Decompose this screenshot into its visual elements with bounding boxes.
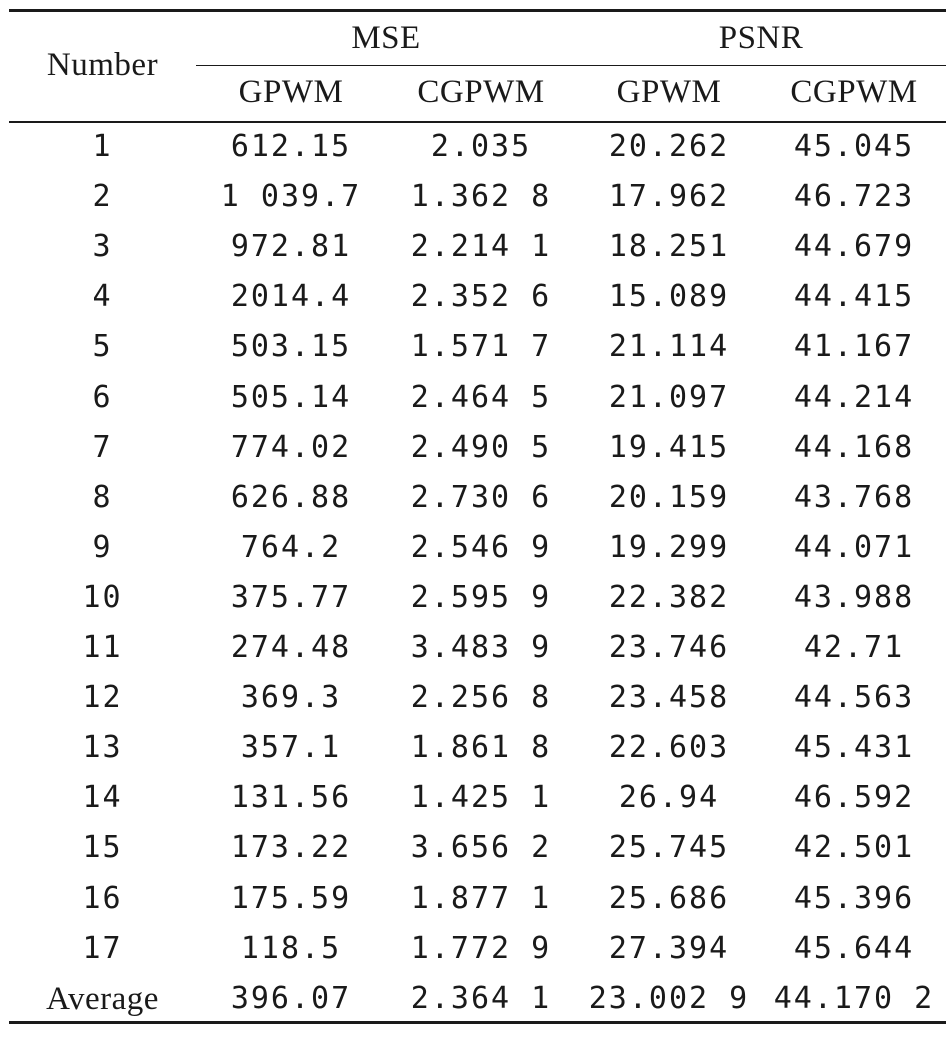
cell-number: 5: [92, 329, 113, 364]
cell-psnr-gpwm: 19.299: [608, 530, 730, 565]
cell-number: 10: [82, 580, 123, 615]
cell-mse-cgpwm: 1.362 8: [410, 179, 552, 214]
cell-psnr-cgpwm: 44.214: [793, 380, 915, 415]
cell-number: 2: [92, 179, 113, 214]
cell-psnr-cgpwm: 44.071: [793, 530, 915, 565]
cell-number: 1: [92, 129, 113, 164]
cell-psnr-gpwm: 20.262: [608, 129, 730, 164]
cell-psnr-cgpwm: 44.679: [793, 229, 915, 264]
cell-mse-gpwm: 2014.4: [230, 279, 352, 314]
header-mse-gpwm: GPWM: [238, 74, 344, 110]
cell-mse-cgpwm: 2.035: [430, 129, 532, 164]
cell-psnr-cgpwm: 43.768: [793, 480, 915, 515]
cell-number: 3: [92, 229, 113, 264]
cell-mse-cgpwm: 3.483 9: [410, 630, 552, 665]
cell-number: 14: [82, 780, 123, 815]
cell-psnr-cgpwm: 45.644: [793, 931, 915, 966]
header-number: Number: [46, 47, 159, 83]
cell-mse-cgpwm: 1.877 1: [410, 881, 552, 916]
cell-mse-gpwm: 612.15: [230, 129, 352, 164]
cell-mse-gpwm: 173.22: [230, 830, 352, 865]
cell-mse-gpwm: 764.2: [240, 530, 342, 565]
cell-number: 13: [82, 730, 123, 765]
cell-psnr-gpwm: 25.745: [608, 830, 730, 865]
cell-mse-cgpwm: 2.730 6: [410, 480, 552, 515]
cell-psnr-cgpwm: 41.167: [793, 329, 915, 364]
cell-mse-gpwm: 626.88: [230, 480, 352, 515]
cell-psnr-gpwm: 21.097: [608, 380, 730, 415]
cell-number: 8: [92, 480, 113, 515]
cell-number: 11: [82, 630, 123, 665]
cell-number: 16: [82, 881, 123, 916]
table-top-rule: [9, 9, 946, 12]
cell-psnr-cgpwm: 42.71: [803, 630, 905, 665]
cell-mse-gpwm: 375.77: [230, 580, 352, 615]
cell-psnr-cgpwm: 46.592: [793, 780, 915, 815]
cell-mse-gpwm: 774.02: [230, 430, 352, 465]
cell-mse-cgpwm: 1.425 1: [410, 780, 552, 815]
cell-psnr-gpwm: 21.114: [608, 329, 730, 364]
cell-psnr-cgpwm: 44.170 2: [773, 981, 935, 1016]
cell-psnr-gpwm: 25.686: [608, 881, 730, 916]
cell-psnr-gpwm: 22.382: [608, 580, 730, 615]
cell-mse-cgpwm: 2.595 9: [410, 580, 552, 615]
cell-number: 12: [82, 680, 123, 715]
cell-mse-gpwm: 369.3: [240, 680, 342, 715]
header-group-psnr: PSNR: [718, 20, 804, 56]
cell-psnr-gpwm: 23.002 9: [588, 981, 750, 1016]
cell-mse-cgpwm: 2.352 6: [410, 279, 552, 314]
cell-mse-gpwm: 118.5: [240, 931, 342, 966]
cell-mse-gpwm: 972.81: [230, 229, 352, 264]
cell-mse-gpwm: 357.1: [240, 730, 342, 765]
cell-mse-gpwm: 503.15: [230, 329, 352, 364]
cell-number: 9: [92, 530, 113, 565]
cell-mse-cgpwm: 3.656 2: [410, 830, 552, 865]
cell-psnr-cgpwm: 44.563: [793, 680, 915, 715]
cell-psnr-gpwm: 26.94: [618, 780, 720, 815]
cell-mse-gpwm: 396.07: [230, 981, 352, 1016]
header-bottom-rule: [9, 121, 946, 123]
cell-psnr-cgpwm: 43.988: [793, 580, 915, 615]
cell-psnr-gpwm: 18.251: [608, 229, 730, 264]
group-header-rule: [196, 65, 946, 66]
cell-psnr-gpwm: 23.458: [608, 680, 730, 715]
cell-psnr-cgpwm: 44.168: [793, 430, 915, 465]
table-bottom-rule: [9, 1021, 946, 1024]
cell-number: 15: [82, 830, 123, 865]
cell-psnr-gpwm: 20.159: [608, 480, 730, 515]
cell-psnr-gpwm: 27.394: [608, 931, 730, 966]
cell-psnr-cgpwm: 45.045: [793, 129, 915, 164]
cell-psnr-cgpwm: 45.396: [793, 881, 915, 916]
cell-mse-cgpwm: 2.256 8: [410, 680, 552, 715]
cell-mse-cgpwm: 1.861 8: [410, 730, 552, 765]
cell-psnr-cgpwm: 46.723: [793, 179, 915, 214]
cell-psnr-cgpwm: 44.415: [793, 279, 915, 314]
cell-mse-cgpwm: 1.772 9: [410, 931, 552, 966]
cell-mse-gpwm: 274.48: [230, 630, 352, 665]
cell-number: 17: [82, 931, 123, 966]
cell-number: 4: [92, 279, 113, 314]
cell-mse-gpwm: 175.59: [230, 881, 352, 916]
header-psnr-gpwm: GPWM: [616, 74, 722, 110]
cell-psnr-gpwm: 23.746: [608, 630, 730, 665]
cell-mse-gpwm: 1 039.7: [220, 179, 362, 214]
cell-mse-cgpwm: 1.571 7: [410, 329, 552, 364]
cell-mse-cgpwm: 2.364 1: [410, 981, 552, 1016]
cell-psnr-gpwm: 19.415: [608, 430, 730, 465]
cell-mse-cgpwm: 2.546 9: [410, 530, 552, 565]
cell-psnr-gpwm: 15.089: [608, 279, 730, 314]
cell-mse-cgpwm: 2.214 1: [410, 229, 552, 264]
cell-mse-gpwm: 505.14: [230, 380, 352, 415]
header-mse-cgpwm: CGPWM: [417, 74, 545, 110]
cell-psnr-gpwm: 17.962: [608, 179, 730, 214]
cell-number: 7: [92, 430, 113, 465]
header-group-mse: MSE: [351, 20, 421, 56]
cell-psnr-cgpwm: 45.431: [793, 730, 915, 765]
header-psnr-cgpwm: CGPWM: [790, 74, 918, 110]
cell-mse-cgpwm: 2.490 5: [410, 430, 552, 465]
cell-number: 6: [92, 380, 113, 415]
cell-mse-gpwm: 131.56: [230, 780, 352, 815]
cell-number: Average: [46, 981, 159, 1017]
cell-psnr-gpwm: 22.603: [608, 730, 730, 765]
cell-psnr-cgpwm: 42.501: [793, 830, 915, 865]
cell-mse-cgpwm: 2.464 5: [410, 380, 552, 415]
